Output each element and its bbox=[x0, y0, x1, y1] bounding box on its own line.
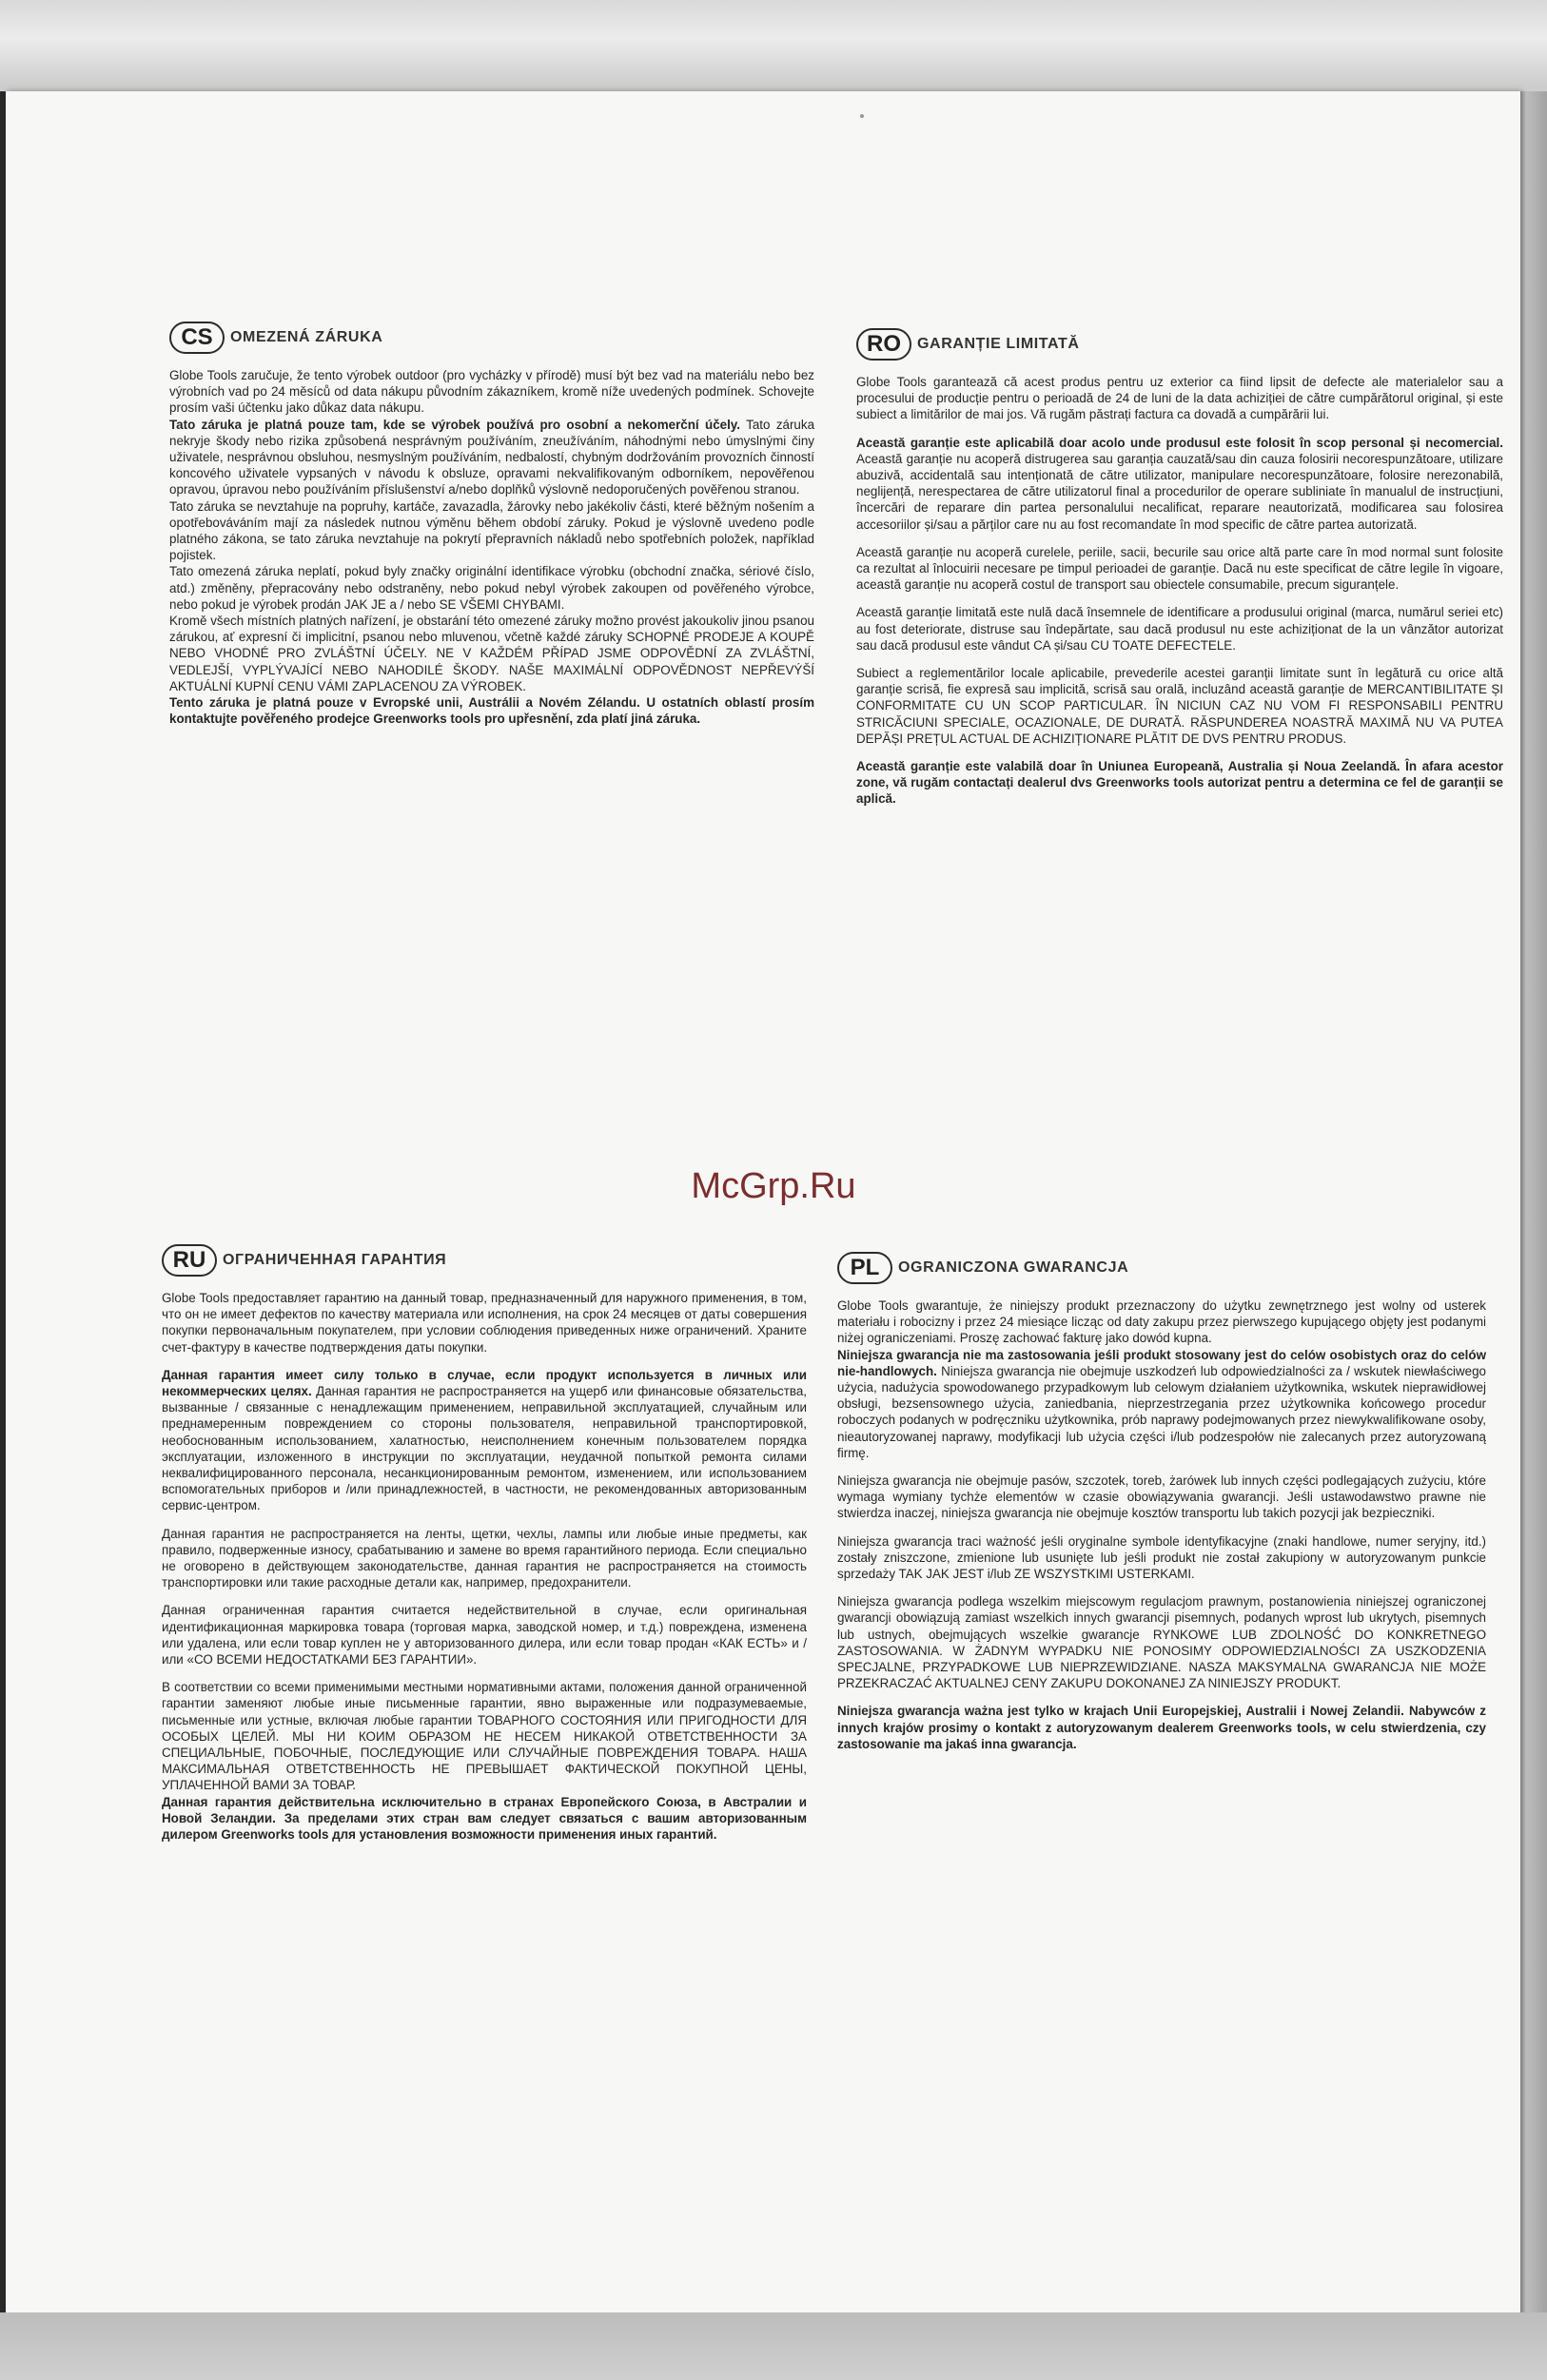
section-ru bbox=[162, 1244, 807, 1843]
language-badge: RO bbox=[856, 328, 911, 361]
paragraph: Tato omezená záruka neplatí, pokud byly značky originální identifikace výrobku (obchodní značka, sériové číslo, atd.) změněny, přepracovány nebo odstraněny, nebo pokud nebyl výrobek zakoupen od pověřeného výrobce, nebo pokud je výrobek prodán JAK JE a / nebo SE VŠEMI CHYBAMI. bbox=[169, 564, 814, 612]
paragraph: Globe Tools zaručuje, že tento výrobek outdoor (pro vycházky v přírodě) musí být bez vad na materiálu nebo bez výrobních vad po 24 měsíců od data nákupu původním zákazníkem, kromě níže uvedených podmínek. Schovejte prosím vaši účtenku jako důkaz data nákupu. bbox=[169, 368, 814, 416]
watermark: McGrp.Ru bbox=[691, 1166, 856, 1206]
section-pl bbox=[837, 1252, 1486, 1752]
paragraph: Globe Tools gwarantuje, że niniejszy produkt przeznaczony do użytku zewnętrznego jest wolny od usterek materiału i robocizny i przez 24 miesiące licząc od daty zakupu przez pierwszego kupującego objęty jest podanymi niżej ograniczeniami. Proszę zachować fakturę jako dowód kupna. bbox=[837, 1298, 1486, 1346]
paragraph: Această garanție nu acoperă curelele, periile, sacii, becurile sau orice altă parte care în mod normal sunt folosite ca rezultat al înlocuirii necesare pe timpul perioadei de garanție. Dacă nu este specificat de către legile în vigoare, această garanție nu acoperă costul de transport sau obiectele consumabile, precum siguranțele. bbox=[856, 544, 1503, 593]
paragraph: Globe Tools предоставляет гарантию на данный товар, предназначенный для наружного применения, в том, что он не имеет дефектов по качеству материала или исполнения, на срок 24 месяцев от даты совершения покупки первоначальным покупателем, при условии соблюдения приведенных ниже ограничений. Храните счет-фактуру в качестве подтверждения даты покупки. bbox=[162, 1291, 807, 1355]
paragraph: Globe Tools garantează că acest produs pentru uz exterior ca fiind lipsit de defecte ale materialelor sau a procesului de producție pentru o perioadă de 24 de luni de la data achiziției de către cumpărătorul original, și este subiect a limitărilor de mai jos. Vă rugăm păstrați factura ca dovadă a cumpărării lui. bbox=[856, 375, 1503, 422]
section-cs bbox=[169, 322, 814, 727]
paragraph: Данная ограниченная гарантия считается недействительной в случае, если оригинальная идентификационная маркировка товара (торговая марка, заводской номер, и т.д.) повреждена, изменена или удалена, или если товар куплен не у авторизованного дилера, или если товар продан «КАК ЕСТЬ» и / или «СО ВСЕМИ НЕДОСТАТКАМИ БЕЗ ГАРАНТИИ». bbox=[162, 1603, 807, 1668]
paragraph: Данная гарантия не распространяется на ленты, щетки, чехлы, лампы или любые иные предметы, как правило, подверженные износу, срабатыванию и замене во время гарантийного периода. Если специально не оговорено в действующем законодательстве, данная гарантия не распространяется на стоимость транспортировки или такие расходные детали как, например, предохранители. bbox=[162, 1526, 807, 1590]
paragraph bbox=[837, 1347, 1486, 1461]
language-badge: PL bbox=[837, 1252, 892, 1284]
paragraph bbox=[169, 694, 814, 727]
scan-speck bbox=[860, 114, 864, 118]
paragraph bbox=[169, 417, 814, 498]
paragraph-text: Niniejsza gwarancja nie obejmuje uszkodzeń lub odpowiedzialności za / wskutek niewłaściwego użycia, nadużycia spowodowanego przypadkowym lub celowym działaniem użytkownika, wskutek nieprawidłowej obsługi, bezsensownego użycia, zaniedbania, nieprzestrzegania przez użytkownika końcowego procedur roboczych podanych w podręczniku użytkownika, prób naprawy podejmowanych przez niewykwalifikowane osoby, nieautoryzowanej naprawy, modyfikacji lub użycia części i/lub podzespołów nie zalecanych przez autoryzowaną firmę. bbox=[837, 1363, 1486, 1460]
paragraph bbox=[856, 758, 1503, 808]
paragraph: Această garanție limitată este nulă dacă însemnele de identificare a produsului original (marca, numărul seriei etc) au fost deteriorate, distruse sau îndepărtate, sau dacă produsul nu este achiziționat de la un vânzător autorizat sau dacă produsul este vândut CA și/sau CU TOATE DEFECTELE. bbox=[856, 605, 1503, 653]
section-title: GARANȚIE LIMITATĂ bbox=[917, 336, 1080, 352]
section-header bbox=[169, 322, 814, 354]
section-title: OMEZENÁ ZÁRUKA bbox=[230, 329, 383, 345]
paragraph: Subiect a reglementărilor locale aplicabile, prevederile acestei garanții limitate sunt în legătură cu orice altă garanție scrisă, fie expresă sau implicită, scrisă sau orală, incluzând această garanție de MERCANTIBILITATE ȘI CONFORMITATE CU UN SCOP PARTICULAR. ÎN NICIUN CAZ NU VOM FI RESPONSABILI PENTRU STRICĂCIUNI SPECIALE, OCAZIONALE, DE DURATĂ. RĂSPUNDEREA NOASTRĂ MAXIMĂ NU VA PUTEA DEPĂȘI PREȚUL ACTUAL DE ACHIZIȚIONARE PLĂTIT DE DVS PENTRU PRODUS. bbox=[856, 666, 1503, 746]
bold-text: Данная гарантия имеет силу только в случае, если продукт используется в личных или некоммерческих целях. bbox=[162, 1367, 807, 1399]
paragraph bbox=[162, 1794, 807, 1844]
bold-text: Această garanție este aplicabilă doar acolo unde produsul este folosit în scop personal și necomercial. bbox=[856, 435, 1503, 450]
language-badge: RU bbox=[162, 1244, 217, 1277]
paragraph-text: Данная гарантия не распространяется на ущерб или финансовые обязательства, вызванные / связанные с ненадлежащим применением, неправильной эксплуатацией, случайным или преднамеренным повреждением со стороны пользователя, неправильной транспортировкой, необоснованным использованием, халатностью, неисполнением конечным пользователем порядка эксплуатации, изложенного в инструкции по эксплуатации, неудачной попыткой ремонта силами неквалифицированного персонала, несанкционированным ремонтом, изменением, или использованием вспомогательных приборов и /или принадлежностей, в частности, не рекомендованных авторизованным сервис-центром. bbox=[162, 1384, 808, 1513]
bold-text: Tato záruka je platná pouze tam, kde se výrobek používá pro osobní a nekomerční účely. bbox=[169, 417, 740, 432]
bold-text: Niniejsza gwarancja ważna jest tylko w krajach Unii Europejskiej, Australii i Nowej Zelandii. Nabywców z innych krajów prosimy o kontakt z autoryzowanym dealerem Greenworks tools, w celu stwierdzenia, czy zastosowanie ma jakaś inna gwarancja. bbox=[837, 1704, 1486, 1751]
section-header bbox=[837, 1252, 1486, 1284]
paragraph: Niniejsza gwarancja podlega wszelkim miejscowym regulacjom prawnym, postanowienia niniejszej ograniczonej gwarancji obowiązują zamiast wszelkich innych gwarancji pisemnych, podanych wprost lub ukrytych, pisemnych lub ustnych, obejmujących wszelkie gwarancje RYNKOWE LUB ZDOLNOŚĆ DO KONKRETNEGO ZASTOSOWANIA. W ŻADNYM WYPADKU NIE PONOSIMY ODPOWIEDZIALNOŚCI ZA USZKODZENIA SPECJALNE, PRZYPADKOWE LUB NIEPRZEWIDZIANE. NASZA MAKSYMALNA GWARANCJA NIE MOŻE PRZEKRACZAĆ AKTUALNEJ CENY ZAKUPU DOKONANEJ ZA NINIEJSZY PRODUKT. bbox=[837, 1594, 1486, 1691]
bold-text: Данная гарантия действительна исключительно в странах Европейского Союза, в Австралии и Новой Зеландии. За пределами этих стран вам следует связаться с вашим авторизованным дилером Greenworks tools для установления возможности применения иных гарантий. bbox=[162, 1794, 807, 1843]
section-ro bbox=[856, 328, 1503, 808]
language-badge: CS bbox=[169, 322, 225, 354]
paragraph: Niniejsza gwarancja traci ważność jeśli oryginalne symbole identyfikacyjne (znaki handlowe, numer seryjny, itd.) zostały zniszczone, zmienione lub usunięte lub jeśli produkt nie został zakupiony w autoryzowanym punkcie sprzedaży TAK JAK JEST i/lub ZE WSZYSTKIMI USTERKAMI. bbox=[837, 1533, 1486, 1582]
paragraph bbox=[162, 1367, 807, 1514]
bold-text: Niniejsza gwarancja nie ma zastosowania jeśli produkt stosowany jest do celów osobistych oraz do celów nie-handlowych. bbox=[837, 1347, 1486, 1378]
section-header bbox=[162, 1244, 807, 1277]
paragraph-text: Această garanție nu acoperă distrugerea sau garanția cauzată/sau din cauza folosirii necorespunzătoare, utilizare abuzivă, accidentală sau intenționată de către utilizator, manipulare necorespunzătoare, folosire nerezonabilă, neglijență, nerespectarea de către utilizatorul final a procedurilor de operare subliniate în manualul de instrucțiuni, încercări de reparare din partea personalului necalificat, reparare neautorizată, modificarea sau folosirea accesoriilor și/sau a părților care nu au fost recomandate în mod specific de către partea autorizată. bbox=[856, 451, 1503, 532]
paragraph-text: Tato záruka nekryje škody nebo rizika způsobená nesprávným používáním, zneužíváním, náhodnými nebo úmyslnými činy uživatele, nesprávnou obsluhou, nesmyslným používáním, nedbalostí, chybným dodržováním provozních činností koncového uživatele vypsaných v návodu k obsluze, opravami nekvalifikovaným odborníkem, nepověřenou opravou, úpravou nebo používáním příslušenství a/nebo doplňků výslovně nedoporučených pověřenou stranou. bbox=[169, 417, 815, 497]
paragraph bbox=[856, 435, 1503, 533]
paragraph: Niniejsza gwarancja nie obejmuje pasów, szczotek, toreb, żarówek lub innych części podlegających zużyciu, które wymaga wymiany tychże elementów w czasie obowiązywania gwarancji. Jeśli ustawodawstwo prawne nie stwierdza inaczej, niniejsza gwarancja nie obejmuje kosztów transportu lub takich pozycji jak bezpieczniki. bbox=[837, 1473, 1486, 1521]
section-title: ОГРАНИЧЕННАЯ ГАРАНТИЯ bbox=[223, 1252, 447, 1268]
paragraph: В соответствии со всеми применимыми местными нормативными актами, положения данной ограниченной гарантии заменяют любые иные письменные гарантии, явно выраженные или подразумеваемые, письменные или устные, включая любые гарантии ТОВАРНОГО СОСТОЯНИЯ ИЛИ ПРИГОДНОСТИ ДЛЯ ОСОБЫХ ЦЕЛЕЙ. МЫ НИ КОИМ ОБРАЗОМ НЕ НЕСЕМ НИКАКОЙ ОТВЕТСТВЕННОСТИ ЗА СПЕЦИАЛЬНЫЕ, ПОБОЧНЫЕ, ПОСЛЕДУЮЩИЕ ИЛИ СЛУЧАЙНЫЕ ПОВРЕЖДЕНИЯ ТОВАРА. НАША МАКСИМАЛЬНАЯ ОТВЕТСТВЕННОСТЬ НЕ ПРЕВЫШАЕТ ФАКТИЧЕСКОЙ ПОКУПНОЙ ЦЕНЫ, УПЛАЧЕННОЙ ВАМИ ЗА ТОВАР. bbox=[162, 1680, 807, 1793]
bold-text: Această garanție este valabilă doar în Uniunea Europeană, Australia și Noua Zeelandă. În afara acestor zone, vă rugăm contactați dealerul dvs Greenworks tools autorizat pentru a determina ce fel de garanții se aplică. bbox=[856, 759, 1503, 807]
section-title: OGRANICZONA GWARANCJA bbox=[898, 1259, 1129, 1276]
paragraph: Tato záruka se nevztahuje na popruhy, kartáče, zavazadla, žárovky nebo jakékoliv části, které běžným nošením a opotřebováváním mají za následek nutnou výměnu během období záruky. Pokud je výslovně uvedeno podle platného zákona, se tato záruka nevztahuje na pokrytí přepravních nákladů nebo spotřebních položek, například pojistek. bbox=[169, 498, 814, 563]
paragraph: Kromě všech místních platných nařízení, je obstarání této omezené záruky možno provést jakoukoliv jinou psanou zárukou, ať expresní či implicitní, psanou nebo mluvenou, včetně každé záruky SCHOPNÉ PRODEJE A KOUPĚ NEBO VHODNÉ PRO ZVLÁŠTNÍ ÚČELY. NE V KAŽDÉM PŘÍPAD JSME ODPOVĚDNÍ ZA ZVLÁŠTNÍ, VEDLEJŠÍ, VYPLÝVAJÍCÍ NEBO NAHODILÉ ŠKODY. NAŠE MAXIMÁLNÍ ODPOVĚDNOST NEPŘEVÝŠÍ AKTUÁLNÍ KUPNÍ CENU VÁMI ZAPLACENOU ZA VÝROBEK. bbox=[169, 614, 814, 693]
page-bottom-edge bbox=[0, 2312, 1547, 2380]
paragraph bbox=[837, 1703, 1486, 1752]
bold-text: Tento záruka je platná pouze v Evropské unii, Austrálii a Novém Zélandu. U ostatních oblastí prosím kontaktujte pověřeného prodejce Greenworks tools pro upřesnění, zda platí jiná záruka. bbox=[169, 695, 814, 727]
section-header bbox=[856, 328, 1503, 361]
